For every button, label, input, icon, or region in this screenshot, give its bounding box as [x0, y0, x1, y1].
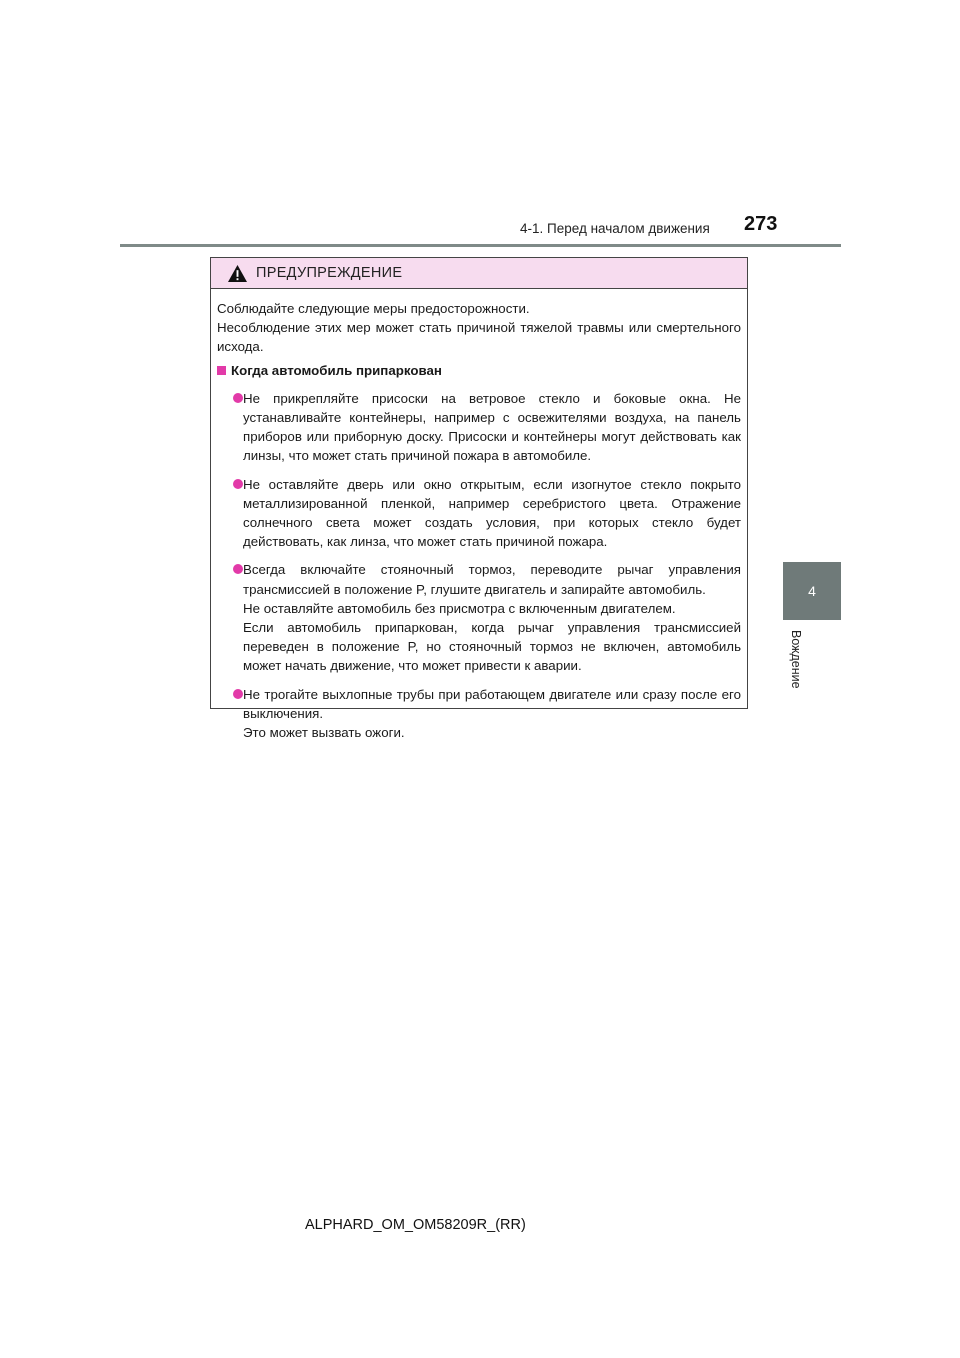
- warning-header: [211, 258, 747, 289]
- warning-box: [210, 257, 748, 741]
- subheading-text: Когда автомобиль припаркован: [231, 362, 442, 378]
- warning-intro-line: Соблюдайте следующие меры предосторожности.: [217, 301, 530, 316]
- header-divider: [120, 244, 841, 247]
- item-text: Не оставляйте дверь или окно открытым, если изогнутое стекло покрыто металлизированной пленкой, например серебристого цвета. Отражение солнечного света может создать условия, при которых стекло будет действовать, как линза, что может стать причиной пожара.: [243, 476, 741, 550]
- bullet-dot-icon: [233, 479, 243, 489]
- bullet-dot-icon: [233, 689, 243, 699]
- warning-list-item: [217, 560, 741, 675]
- warning-list-item: [217, 685, 741, 743]
- square-bullet-icon: [217, 366, 226, 375]
- item-text: Не оставляйте автомобиль без присмотра с включенным двигателем.: [243, 600, 676, 616]
- footer-document-code: ALPHARD_OM_OM58209R_(RR): [305, 1217, 526, 1233]
- warning-intro-line: Несоблюдение этих мер может стать причиной тяжелой травмы или смертельного исхода.: [217, 320, 741, 355]
- warning-subheading: [217, 361, 741, 380]
- bullet-dot-icon: [233, 564, 243, 574]
- item-text: Если автомобиль припаркован, когда рычаг управления трансмиссией переведен в положение P, но стояночный тормоз не включен, автомобиль может начать движение, что может привести к аварии.: [243, 620, 741, 674]
- warning-triangle-icon: [227, 264, 248, 283]
- chapter-title: Вождение: [789, 630, 803, 689]
- item-text: Всегда включайте стояночный тормоз, переводите рычаг управления трансмиссией в положение P, глушите двигатель и запирайте автомобиль.: [243, 562, 741, 597]
- chapter-tab: [783, 562, 841, 620]
- item-text: Не трогайте выхлопные трубы при работающем двигателе или сразу после его выключения.: [243, 686, 741, 721]
- page-header-section: 4-1. Перед началом движения: [520, 221, 710, 236]
- warning-list-item: [217, 475, 741, 552]
- warning-list-item: [217, 389, 741, 466]
- item-text: Это может вызвать ожоги.: [243, 725, 405, 741]
- chapter-number: 4: [808, 583, 816, 599]
- warning-body: [211, 289, 747, 742]
- item-text: Не прикрепляйте присоски на ветровое стекло и боковые окна. Не устанавливайте контейнеры, например с освежителями воздуха, на панель приборов или приборную доску. Присоски и контейнеры могут действовать как линзы, что может стать причиной пожара в автомобиле.: [243, 390, 741, 464]
- page-number: 273: [744, 213, 778, 235]
- bullet-dot-icon: [233, 393, 243, 403]
- warning-title: ПРЕДУПРЕЖДЕНИЕ: [256, 265, 403, 281]
